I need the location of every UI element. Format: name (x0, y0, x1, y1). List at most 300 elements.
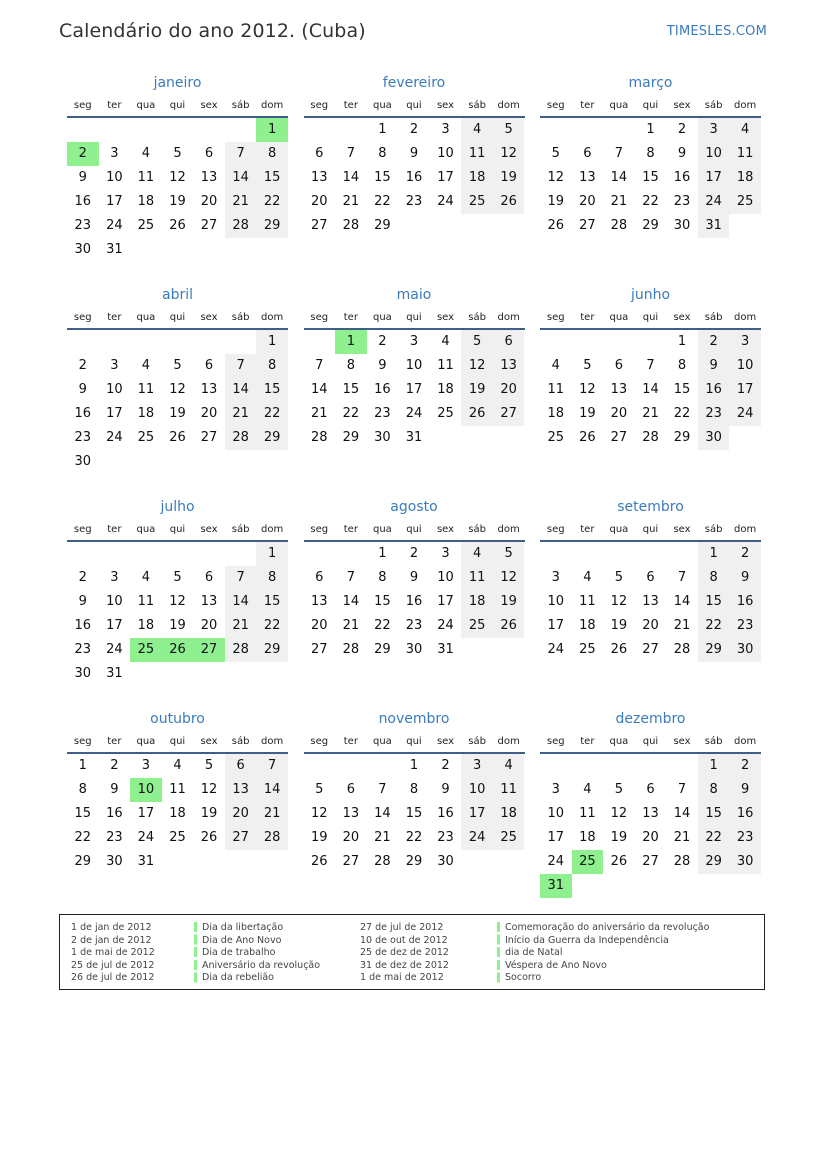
day-cell: 24 (437, 618, 454, 633)
day-cell: 30 (74, 454, 92, 469)
weekday-label: dom (734, 312, 757, 323)
weekday-label: sex (436, 312, 455, 323)
day-cell: 15 (405, 806, 423, 821)
brand-link[interactable]: TIMESLES.COM (666, 24, 767, 39)
month-calendar (540, 496, 761, 688)
weekend-day-cell: 25 (729, 190, 761, 214)
day-cell: 16 (405, 170, 423, 185)
day-cell: 27 (342, 854, 360, 869)
weekend-day-cell: 5 (493, 542, 525, 566)
weekday-label: dom (497, 312, 520, 323)
empty-day-cell (99, 330, 131, 354)
day-cell: 21 (610, 194, 628, 209)
holiday-day-cell: 2 (67, 142, 99, 166)
week-row (304, 354, 525, 378)
day-cell: 23 (437, 830, 454, 845)
weekend-day-cell: 15 (256, 590, 288, 614)
month-name: março (628, 75, 673, 91)
day-cell: 24 (106, 218, 123, 233)
day-cell: 1 (677, 334, 687, 349)
day-cell: 5 (204, 758, 214, 773)
day-cell: 1 (409, 758, 419, 773)
weekend-day-cell: 1 (698, 542, 730, 566)
month-name: abril (161, 287, 193, 303)
weekday-header (540, 308, 761, 330)
day-cell: 2 (378, 334, 387, 349)
day-cell: 14 (342, 594, 360, 609)
week-row (304, 754, 525, 778)
day-cell: 5 (614, 782, 624, 797)
empty-day-cell (666, 874, 698, 898)
weekday-label: qua (372, 736, 392, 747)
empty-day-cell (162, 330, 194, 354)
month-calendar (304, 496, 525, 688)
day-cell: 28 (642, 430, 659, 445)
day-cell: 30 (106, 854, 123, 869)
weekday-header (67, 308, 288, 330)
day-cell: 20 (200, 406, 218, 421)
day-cell: 24 (106, 430, 123, 445)
weekend-day-cell: 19 (493, 166, 525, 190)
month-calendar (67, 496, 288, 688)
week-row (67, 214, 288, 238)
day-cell: 2 (409, 546, 419, 561)
week-row (67, 566, 288, 590)
day-cell: 28 (610, 218, 628, 233)
weekend-day-cell: 18 (461, 590, 493, 614)
day-cell: 28 (311, 430, 328, 445)
month-name: fevereiro (382, 75, 446, 91)
day-cell: 31 (137, 854, 155, 869)
day-cell: 23 (405, 618, 423, 633)
empty-day-cell (603, 874, 635, 898)
month-days (540, 330, 761, 450)
day-cell: 8 (409, 782, 419, 797)
week-row (67, 426, 288, 450)
weekend-day-cell: 17 (698, 166, 730, 190)
week-row (540, 542, 761, 566)
day-cell: 28 (374, 854, 391, 869)
legend-holiday-name: Dia da libertação (202, 922, 284, 933)
weekend-day-cell: 11 (729, 142, 761, 166)
weekend-day-cell: 21 (225, 402, 257, 426)
page-title: Calendário do ano 2012. (Cuba) (59, 20, 366, 42)
weekend-day-cell: 14 (225, 378, 257, 402)
week-row (540, 826, 761, 850)
weekend-day-cell: 3 (729, 330, 761, 354)
weekend-day-cell: 9 (698, 354, 730, 378)
holiday-day-cell: 1 (256, 118, 288, 142)
weekday-label: qui (642, 100, 659, 111)
day-cell: 14 (673, 806, 691, 821)
weekday-header (304, 520, 525, 542)
empty-day-cell (193, 850, 225, 874)
day-cell: 21 (642, 406, 659, 421)
day-cell: 8 (378, 146, 387, 161)
day-cell: 9 (677, 146, 687, 161)
week-row (540, 378, 761, 402)
weekday-label: seg (546, 524, 565, 535)
day-cell: 18 (579, 618, 596, 633)
weekend-day-cell: 4 (729, 118, 761, 142)
day-cell: 12 (610, 806, 628, 821)
weekend-day-cell: 25 (461, 190, 493, 214)
day-cell: 25 (579, 642, 596, 657)
empty-day-cell (130, 238, 162, 262)
day-cell: 20 (311, 194, 328, 209)
weekend-day-cell: 24 (698, 190, 730, 214)
day-cell: 24 (547, 854, 565, 869)
month-days (304, 118, 525, 238)
day-cell: 30 (405, 642, 423, 657)
empty-day-cell (225, 238, 257, 262)
day-cell: 27 (579, 218, 596, 233)
day-cell: 14 (342, 170, 360, 185)
day-cell: 9 (78, 594, 87, 609)
weekend-day-cell: 15 (256, 378, 288, 402)
month-days (540, 754, 761, 898)
day-cell: 11 (137, 594, 155, 609)
day-cell: 10 (106, 594, 123, 609)
week-row (304, 330, 525, 354)
week-row (304, 166, 525, 190)
weekend-day-cell: 13 (225, 778, 257, 802)
weekday-label: qua (136, 736, 156, 747)
weekend-day-cell: 18 (461, 166, 493, 190)
empty-day-cell (225, 330, 257, 354)
weekend-day-cell: 26 (493, 614, 525, 638)
weekday-label: sex (200, 524, 218, 535)
week-row (67, 754, 288, 778)
empty-day-cell (335, 118, 367, 142)
empty-day-cell (430, 214, 462, 238)
day-cell: 28 (673, 854, 691, 869)
day-cell: 18 (137, 406, 155, 421)
week-row (304, 590, 525, 614)
weekend-day-cell: 4 (461, 118, 493, 142)
weekend-day-cell: 16 (729, 802, 761, 826)
day-cell: 3 (441, 546, 450, 561)
weekday-label: sáb (231, 736, 250, 747)
day-cell: 13 (642, 806, 659, 821)
weekend-day-cell: 14 (256, 778, 288, 802)
weekend-day-cell: 28 (256, 826, 288, 850)
weekend-day-cell: 25 (493, 826, 525, 850)
weekend-day-cell: 8 (698, 566, 730, 590)
weekend-day-cell: 14 (225, 590, 257, 614)
weekday-label: seg (73, 100, 92, 111)
holiday-day-cell: 31 (540, 874, 572, 898)
week-row (67, 166, 288, 190)
day-cell: 10 (106, 170, 123, 185)
day-cell: 11 (137, 382, 155, 397)
empty-day-cell (572, 330, 604, 354)
week-row (67, 826, 288, 850)
day-cell: 30 (374, 430, 391, 445)
month-calendar (67, 284, 288, 476)
empty-day-cell (256, 662, 288, 686)
weekday-label: sáb (231, 524, 250, 535)
legend-holiday-name: Socorro (505, 972, 542, 984)
day-cell: 15 (642, 170, 659, 185)
weekday-label: qua (609, 524, 629, 535)
legend-holiday-name: Comemoração do aniversário da revolução (505, 922, 710, 933)
empty-day-cell (461, 850, 493, 874)
week-row (67, 614, 288, 638)
legend-holiday-name: Dia da rebelião (202, 972, 274, 984)
weekday-label: qua (372, 312, 392, 323)
legend-holiday-name: Início da Guerra da Independência (505, 934, 669, 946)
week-row (67, 402, 288, 426)
day-cell: 3 (110, 570, 119, 585)
month-name: julho (160, 499, 195, 515)
day-cell: 11 (437, 358, 454, 373)
weekday-label: dom (734, 524, 757, 535)
day-cell: 15 (342, 382, 360, 397)
weekday-header (540, 520, 761, 542)
month-days (540, 542, 761, 662)
day-cell: 26 (579, 430, 596, 445)
weekend-day-cell: 23 (729, 614, 761, 638)
weekend-day-cell: 24 (461, 826, 493, 850)
empty-day-cell (193, 662, 225, 686)
weekday-label: ter (107, 736, 122, 747)
weekend-day-cell: 21 (225, 614, 257, 638)
week-row (304, 614, 525, 638)
day-cell: 23 (74, 430, 92, 445)
day-cell: 12 (579, 382, 596, 397)
day-cell: 10 (437, 570, 454, 585)
day-cell: 9 (409, 146, 419, 161)
day-cell: 5 (173, 146, 182, 161)
day-cell: 13 (200, 594, 218, 609)
day-cell: 25 (437, 406, 454, 421)
empty-day-cell (729, 874, 761, 898)
empty-day-cell (99, 450, 131, 474)
weekday-label: seg (310, 100, 329, 111)
empty-day-cell (130, 118, 162, 142)
weekend-day-cell: 15 (698, 590, 730, 614)
day-cell: 17 (437, 170, 454, 185)
legend-date: 10 de out de 2012 (360, 934, 448, 946)
day-cell: 19 (610, 618, 628, 633)
holiday-day-cell: 27 (193, 638, 225, 662)
day-cell: 17 (437, 594, 454, 609)
weekend-day-cell: 28 (225, 638, 257, 662)
empty-day-cell (67, 118, 99, 142)
day-cell: 23 (106, 830, 123, 845)
day-cell: 19 (579, 406, 596, 421)
weekday-label: qui (169, 524, 186, 535)
week-row (67, 638, 288, 662)
day-cell: 4 (141, 146, 151, 161)
day-cell: 6 (583, 146, 592, 161)
weekend-day-cell: 28 (225, 426, 257, 450)
week-row (67, 802, 288, 826)
day-cell: 28 (342, 218, 360, 233)
week-row (67, 542, 288, 566)
weekend-day-cell: 29 (256, 426, 288, 450)
weekend-day-cell: 16 (729, 590, 761, 614)
week-row (67, 142, 288, 166)
day-cell: 13 (311, 594, 328, 609)
day-cell: 8 (346, 358, 355, 373)
day-cell: 19 (200, 806, 218, 821)
day-cell: 5 (173, 358, 182, 373)
week-row (67, 590, 288, 614)
day-cell: 12 (547, 170, 565, 185)
weekend-day-cell: 5 (493, 118, 525, 142)
weekend-day-cell: 22 (256, 190, 288, 214)
weekday-label: ter (343, 100, 358, 111)
week-row (304, 638, 525, 662)
day-cell: 3 (141, 758, 151, 773)
day-cell: 25 (137, 430, 155, 445)
empty-day-cell (335, 542, 367, 566)
day-cell: 20 (642, 618, 659, 633)
weekday-label: qua (136, 100, 156, 111)
empty-day-cell (193, 542, 225, 566)
day-cell: 12 (610, 594, 628, 609)
day-cell: 9 (78, 170, 87, 185)
day-cell: 2 (110, 758, 119, 773)
weekend-day-cell: 23 (698, 402, 730, 426)
legend-holiday-name: Dia de trabalho (202, 947, 276, 959)
day-cell: 29 (342, 430, 360, 445)
weekday-header (67, 520, 288, 542)
day-cell: 26 (169, 430, 186, 445)
weekend-day-cell: 2 (698, 330, 730, 354)
day-cell: 14 (374, 806, 391, 821)
weekend-day-cell: 3 (698, 118, 730, 142)
empty-day-cell (603, 754, 635, 778)
day-cell: 22 (405, 830, 423, 845)
empty-day-cell (256, 450, 288, 474)
day-cell: 7 (346, 146, 355, 161)
months-grid (67, 72, 761, 900)
weekend-day-cell: 17 (461, 802, 493, 826)
day-cell: 6 (614, 358, 624, 373)
weekend-day-cell: 30 (698, 426, 730, 450)
weekday-label: dom (734, 736, 757, 747)
day-cell: 21 (673, 830, 691, 845)
day-cell: 23 (405, 194, 423, 209)
weekend-day-cell: 9 (729, 778, 761, 802)
day-cell: 8 (646, 146, 655, 161)
weekday-label: sex (436, 524, 455, 535)
empty-day-cell (729, 214, 761, 238)
day-cell: 29 (405, 854, 423, 869)
day-cell: 11 (579, 806, 596, 821)
empty-day-cell (162, 450, 194, 474)
weekday-label: qui (642, 736, 659, 747)
day-cell: 5 (173, 570, 182, 585)
weekend-day-cell: 12 (461, 354, 493, 378)
week-row (540, 590, 761, 614)
month-days (67, 754, 288, 874)
legend-dates-left (71, 922, 155, 985)
month-name: dezembro (615, 711, 686, 727)
day-cell: 14 (311, 382, 328, 397)
empty-day-cell (698, 874, 730, 898)
day-cell: 10 (547, 806, 565, 821)
day-cell: 6 (315, 570, 324, 585)
weekend-day-cell: 12 (493, 142, 525, 166)
day-cell: 17 (137, 806, 155, 821)
day-cell: 25 (547, 430, 565, 445)
weekend-day-cell: 1 (256, 330, 288, 354)
weekday-label: dom (497, 100, 520, 111)
day-cell: 9 (378, 358, 387, 373)
day-cell: 14 (642, 382, 659, 397)
month-calendar (540, 708, 761, 900)
weekend-day-cell: 20 (225, 802, 257, 826)
empty-day-cell (367, 754, 399, 778)
day-cell: 26 (610, 642, 628, 657)
weekday-label: qui (406, 736, 422, 747)
day-cell: 27 (311, 218, 328, 233)
legend-date: 25 de dez de 2012 (360, 947, 449, 959)
day-cell: 22 (374, 194, 391, 209)
weekday-label: seg (546, 100, 565, 111)
weekday-header (540, 96, 761, 118)
month-calendar (304, 708, 525, 900)
day-cell: 24 (437, 194, 454, 209)
weekend-day-cell: 10 (729, 354, 761, 378)
weekend-day-cell: 29 (698, 850, 730, 874)
weekend-day-cell: 11 (461, 566, 493, 590)
day-cell: 19 (311, 830, 328, 845)
day-cell: 13 (610, 382, 628, 397)
weekend-day-cell: 7 (225, 566, 257, 590)
weekend-day-cell: 15 (256, 166, 288, 190)
day-cell: 11 (169, 782, 186, 797)
empty-day-cell (225, 542, 257, 566)
empty-day-cell (572, 874, 604, 898)
empty-day-cell (130, 542, 162, 566)
day-cell: 31 (437, 642, 454, 657)
day-cell: 21 (673, 618, 691, 633)
day-cell: 30 (74, 242, 92, 257)
week-row (304, 118, 525, 142)
week-row (67, 662, 288, 686)
day-cell: 14 (610, 170, 628, 185)
weekday-label: sáb (704, 736, 723, 747)
empty-day-cell (666, 754, 698, 778)
day-cell: 20 (311, 618, 328, 633)
day-cell: 16 (106, 806, 123, 821)
day-cell: 13 (311, 170, 328, 185)
day-cell: 2 (441, 758, 450, 773)
weekend-day-cell: 20 (493, 378, 525, 402)
empty-day-cell (130, 450, 162, 474)
empty-day-cell (540, 118, 572, 142)
weekday-label: sáb (704, 312, 723, 323)
week-row (67, 850, 288, 874)
weekend-day-cell: 17 (729, 378, 761, 402)
month-days (67, 118, 288, 262)
holiday-day-cell: 26 (162, 638, 194, 662)
empty-day-cell (461, 638, 493, 662)
week-row (304, 850, 525, 874)
day-cell: 17 (106, 406, 123, 421)
legend-holiday-name: Véspera de Ano Novo (505, 959, 607, 971)
day-cell: 12 (169, 382, 186, 397)
day-cell: 27 (642, 642, 659, 657)
week-row (540, 754, 761, 778)
weekday-label: seg (73, 736, 92, 747)
weekday-label: ter (107, 524, 122, 535)
